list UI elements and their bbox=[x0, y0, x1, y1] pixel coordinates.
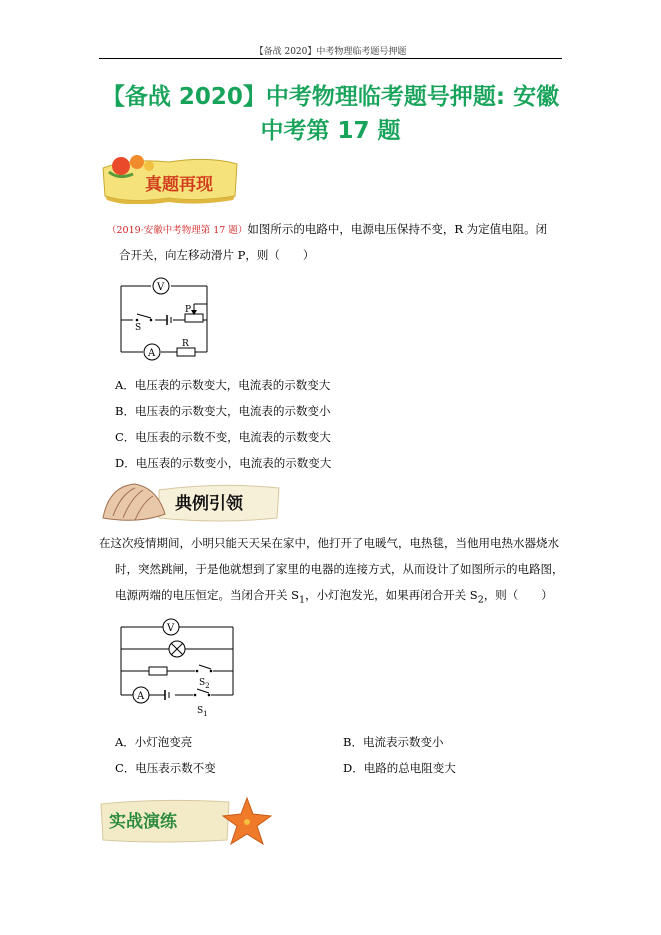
circuit1-ammeter: A bbox=[148, 348, 156, 359]
circuit-diagram-2 bbox=[115, 617, 240, 719]
banner-real-questions bbox=[99, 152, 241, 204]
circuit2-switch-s2: $S_2$ bbox=[199, 678, 210, 690]
q1-line-1 bbox=[107, 222, 547, 238]
q1-option-d: D．电压表的示数变小，电流表的示数变大 bbox=[115, 456, 332, 470]
circuit1-switch-label: S bbox=[135, 323, 142, 333]
q2-option-c: C．电压表示数不变 bbox=[115, 761, 216, 775]
q2-line-2: 时，突然跳闸，于是他就想到了家里的电器的连接方式，从而设计了如图所示的电路图， bbox=[115, 562, 564, 576]
starfish-icon bbox=[223, 798, 271, 844]
banner-typical-label: 典例引领 bbox=[175, 494, 243, 514]
circuit2-ammeter: A bbox=[137, 691, 145, 702]
seashell-icon bbox=[103, 484, 165, 520]
title-line-1: 【备战 2020】中考物理临考题号押题: 安徽 bbox=[101, 84, 560, 110]
q1-option-c: C．电压表的示数不变，电流表的示数变大 bbox=[115, 430, 331, 444]
q2-line-1: 在这次疫情期间，小明只能天天呆在家中，他打开了电暖气，电热毯，当他用电热水器烧水 bbox=[99, 536, 559, 550]
q2-option-b: B．电流表示数变小 bbox=[343, 735, 444, 749]
circuit2-voltmeter: V bbox=[167, 623, 175, 634]
q1-text-1: 如图所示的电路中，电源电压保持不变，R 为定值电阻。闭 bbox=[247, 222, 548, 236]
circuit1-slider-label: P bbox=[185, 305, 192, 315]
circuit-diagram-1 bbox=[115, 272, 215, 362]
banner-real-label: 真题再现 bbox=[145, 175, 213, 195]
banner-typical-examples bbox=[99, 478, 283, 526]
page-header: 【备战 2020】中考物理临考题号押题 bbox=[254, 47, 407, 57]
header-divider bbox=[99, 58, 562, 59]
q1-line-2: 合开关，向左移动滑片 P，则（ ） bbox=[119, 248, 315, 262]
q2-option-a: A．小灯泡变亮 bbox=[115, 735, 193, 749]
page-title bbox=[85, 80, 576, 148]
circuit1-voltmeter: V bbox=[157, 282, 165, 293]
q1-option-b: B．电压表的示数变大，电流表的示数变小 bbox=[115, 404, 331, 418]
q1-source: （2019·安徽中考物理第 17 题） bbox=[107, 225, 248, 236]
circuit1-resistor-label: R bbox=[182, 339, 189, 349]
circuit2-switch-s1: $S_1$ bbox=[197, 706, 208, 718]
q2-line-3: 电源两端的电压恒定。当闭合开关 $S_1$，小灯泡发光，如果再闭合开关 $S_2$，则（ ） bbox=[115, 588, 553, 606]
banner-practice-label: 实战演练 bbox=[109, 812, 177, 832]
q1-option-a: A．电压表的示数变大，电流表的示数变大 bbox=[115, 378, 331, 392]
banner-practice bbox=[99, 794, 274, 848]
q2-option-d: D．电路的总电阻变大 bbox=[343, 761, 456, 775]
title-line-2: 中考第 17 题 bbox=[260, 118, 401, 144]
